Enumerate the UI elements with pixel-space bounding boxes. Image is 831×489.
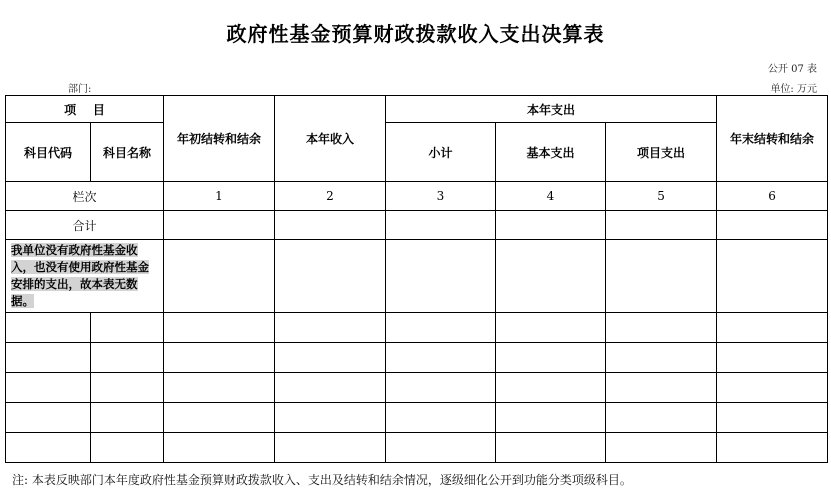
budget-table: [5, 95, 828, 463]
unit-label: 单位: 万元: [770, 84, 817, 95]
table-cell: [496, 240, 606, 313]
header-row-1: [6, 96, 828, 123]
table-row: [6, 373, 828, 403]
subject-name-header: 科目名称: [91, 123, 164, 182]
department-label: 部门:: [68, 84, 92, 95]
form-number: 公开 07 表: [767, 64, 817, 75]
index-number: 6: [717, 182, 828, 211]
subject-code-header: 科目代码: [6, 123, 91, 182]
index-number: 3: [386, 182, 496, 211]
expense-header: 本年支出: [386, 96, 717, 123]
table-cell: [496, 211, 606, 240]
index-number: 2: [275, 182, 386, 211]
table-row: [6, 403, 828, 433]
table-cell: [717, 211, 828, 240]
table-cell: [606, 240, 717, 313]
table-cell: [164, 211, 275, 240]
carry-out-header: 年末结转和结余: [717, 96, 828, 182]
table-cell: [386, 211, 496, 240]
table-cell: [606, 211, 717, 240]
basic-expense-header: 基本支出: [496, 123, 606, 182]
header-row-2: [6, 123, 828, 182]
table-row: [6, 313, 828, 343]
index-number: 1: [164, 182, 275, 211]
project-expense-header: 项目支出: [606, 123, 717, 182]
total-row: [6, 211, 828, 240]
table-cell: [275, 240, 386, 313]
table-row: [6, 343, 828, 373]
table-cell: [717, 240, 828, 313]
no-data-note-cell: [6, 240, 164, 313]
index-row: [6, 182, 828, 211]
footnote: 注: 本表反映部门本年度政府性基金预算财政拨款收入、支出及结转和结余情况，逐级细化公开到功能分类项级科目。: [12, 473, 632, 487]
index-number: 5: [606, 182, 717, 211]
total-label: 合计: [6, 211, 164, 240]
subtotal-header: 小计: [386, 123, 496, 182]
index-number: 4: [496, 182, 606, 211]
index-label: 栏次: [6, 182, 164, 211]
carry-in-header: 年初结转和结余: [164, 96, 275, 182]
table-cell: [275, 211, 386, 240]
no-data-note: 我单位没有政府性基金收入，也没有使用政府性基金安排的支出，故本表无数据。: [11, 243, 149, 308]
table-row: [6, 433, 828, 463]
note-row: [6, 240, 828, 313]
table-cell: [386, 240, 496, 313]
report-title: 政府性基金预算财政拨款收入支出决算表: [226, 22, 605, 46]
item-header: 项 目: [6, 96, 164, 123]
table-cell: [164, 240, 275, 313]
income-header: 本年收入: [275, 96, 386, 182]
